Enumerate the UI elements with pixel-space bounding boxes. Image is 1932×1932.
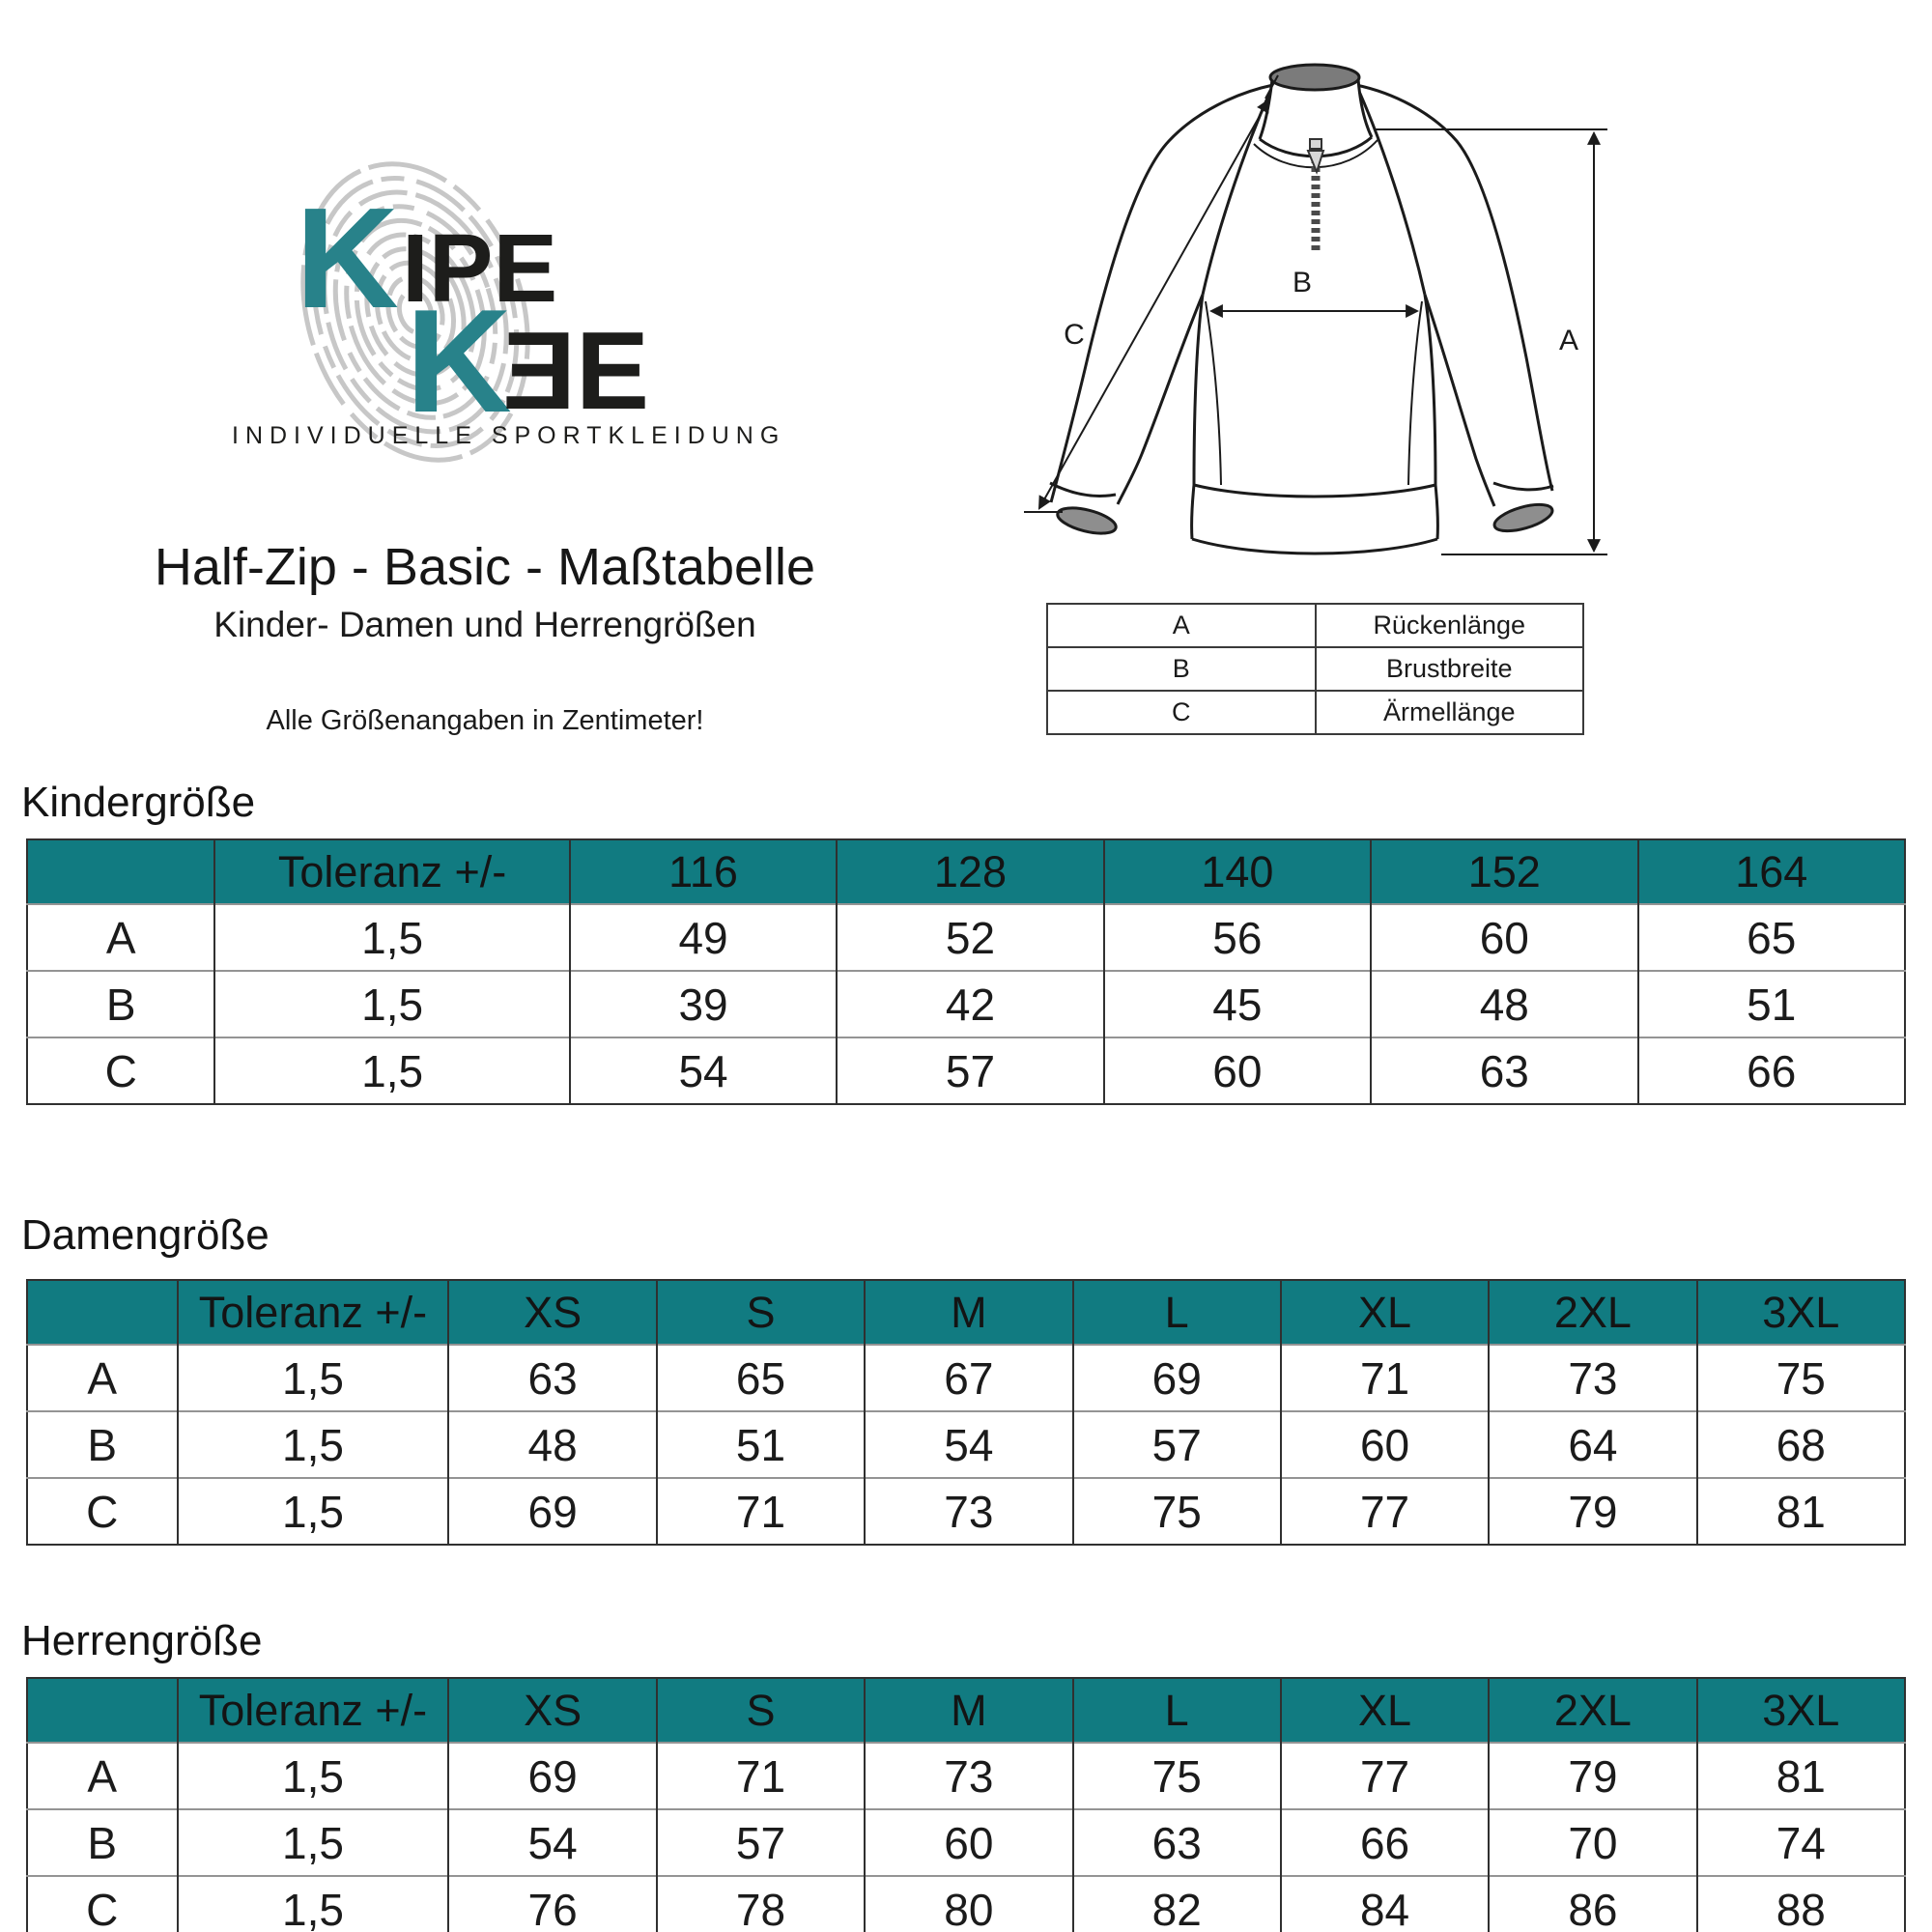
measure-arrow-c [1024, 75, 1278, 512]
column-header-cell: M [865, 1280, 1072, 1345]
value-cell: 60 [1371, 904, 1637, 971]
units-note: Alle Größenangaben in Zentimeter! [266, 705, 704, 736]
logo-letter-k1: K [296, 179, 399, 338]
value-cell: 60 [1104, 1037, 1371, 1104]
logo-letters-ipe: IPE [402, 214, 558, 323]
value-cell: 1,5 [178, 1876, 449, 1932]
collar-opening [1270, 65, 1359, 90]
logo-letter-e-reversed: E [506, 310, 577, 433]
table-row [27, 1743, 1905, 1809]
brand-logo [232, 106, 786, 473]
value-cell: 80 [865, 1876, 1072, 1932]
section-title-damen: Damengröße [21, 1211, 270, 1259]
column-header-cell: 164 [1638, 839, 1906, 904]
row-label-cell: C [27, 1037, 214, 1104]
row-label-cell: A [27, 1743, 178, 1809]
value-cell: 48 [1371, 971, 1637, 1037]
value-cell: 76 [448, 1876, 656, 1932]
value-cell: 1,5 [178, 1411, 449, 1478]
measure-arrow-b [1211, 267, 1417, 311]
measure-legend-table [1046, 603, 1584, 735]
right-cuff [1492, 499, 1555, 536]
half-zip-garment-diagram [995, 48, 1633, 589]
value-cell: 63 [448, 1345, 656, 1411]
value-cell: 1,5 [178, 1345, 449, 1411]
column-header-cell: XL [1281, 1678, 1489, 1743]
value-cell: 71 [657, 1743, 865, 1809]
value-cell: 60 [865, 1809, 1072, 1876]
value-cell: 45 [1104, 971, 1371, 1037]
legend-key-cell: C [1047, 691, 1316, 734]
legend-row [1047, 647, 1583, 691]
zipper [1308, 139, 1323, 253]
value-cell: 49 [570, 904, 837, 971]
zipper-pull [1308, 151, 1323, 172]
header-row [27, 1280, 1905, 1345]
column-header-cell: XL [1281, 1280, 1489, 1345]
value-cell: 54 [865, 1411, 1072, 1478]
column-header-cell: 2XL [1489, 1678, 1696, 1743]
legend-key-cell: B [1047, 647, 1316, 691]
column-header-cell: 3XL [1697, 1678, 1905, 1743]
section-title-herren: Herrengröße [21, 1617, 263, 1664]
value-cell: 77 [1281, 1743, 1489, 1809]
page-subtitle: Kinder- Damen und Herrengrößen [213, 605, 756, 644]
value-cell: 75 [1697, 1345, 1905, 1411]
table-row [27, 904, 1905, 971]
column-header-cell: L [1073, 1280, 1281, 1345]
header-row [27, 1678, 1905, 1743]
column-header-cell: M [865, 1678, 1072, 1743]
value-cell: 54 [570, 1037, 837, 1104]
value-cell: 1,5 [178, 1809, 449, 1876]
value-cell: 68 [1697, 1411, 1905, 1478]
value-cell: 69 [1073, 1345, 1281, 1411]
table-row [27, 1411, 1905, 1478]
column-header-cell: 140 [1104, 839, 1371, 904]
value-cell: 79 [1489, 1478, 1696, 1545]
measure-label-c: C [1064, 319, 1085, 351]
column-header-cell: 2XL [1489, 1280, 1696, 1345]
value-cell: 65 [1638, 904, 1906, 971]
legend-label-cell: Rückenlänge [1316, 604, 1584, 647]
value-cell: 71 [1281, 1345, 1489, 1411]
value-cell: 63 [1371, 1037, 1637, 1104]
column-header-cell: XS [448, 1678, 656, 1743]
legend-row [1047, 691, 1583, 734]
value-cell: 69 [448, 1743, 656, 1809]
column-header-cell: 3XL [1697, 1280, 1905, 1345]
value-cell: 74 [1697, 1809, 1905, 1876]
row-label-cell: B [27, 1411, 178, 1478]
section-title-kinder: Kindergröße [21, 779, 256, 826]
value-cell: 70 [1489, 1809, 1696, 1876]
column-header-cell: 128 [837, 839, 1103, 904]
value-cell: 1,5 [214, 971, 569, 1037]
value-cell: 60 [1281, 1411, 1489, 1478]
value-cell: 75 [1073, 1478, 1281, 1545]
value-cell: 56 [1104, 904, 1371, 971]
value-cell: 78 [657, 1876, 865, 1932]
value-cell: 65 [657, 1345, 865, 1411]
column-header-cell [27, 1678, 178, 1743]
value-cell: 69 [448, 1478, 656, 1545]
value-cell: 82 [1073, 1876, 1281, 1932]
header-row [27, 839, 1905, 904]
value-cell: 1,5 [214, 1037, 569, 1104]
left-cuff [1055, 503, 1118, 538]
value-cell: 54 [448, 1809, 656, 1876]
value-cell: 86 [1489, 1876, 1696, 1932]
column-header-cell: S [657, 1678, 865, 1743]
value-cell: 57 [657, 1809, 865, 1876]
value-cell: 52 [837, 904, 1103, 971]
value-cell: 64 [1489, 1411, 1696, 1478]
value-cell: 57 [837, 1037, 1103, 1104]
logo-letter-e: E [576, 310, 646, 433]
measure-label-b: B [1292, 267, 1313, 298]
column-header-cell: 116 [570, 839, 837, 904]
value-cell: 67 [865, 1345, 1072, 1411]
row-label-cell: C [27, 1478, 178, 1545]
value-cell: 66 [1638, 1037, 1906, 1104]
table-row [27, 1809, 1905, 1876]
row-label-cell: A [27, 1345, 178, 1411]
table-row [27, 1345, 1905, 1411]
legend-row [1047, 604, 1583, 647]
table-row [27, 1037, 1905, 1104]
value-cell: 63 [1073, 1809, 1281, 1876]
column-header-cell: Toleranz +/- [214, 839, 569, 904]
value-cell: 81 [1697, 1478, 1905, 1545]
column-header-cell: Toleranz +/- [178, 1678, 449, 1743]
value-cell: 79 [1489, 1743, 1696, 1809]
column-header-cell: L [1073, 1678, 1281, 1743]
table-row [27, 971, 1905, 1037]
logo-letter-k2: K [406, 279, 512, 443]
value-cell: 84 [1281, 1876, 1489, 1932]
value-cell: 75 [1073, 1743, 1281, 1809]
row-label-cell: B [27, 971, 214, 1037]
value-cell: 42 [837, 971, 1103, 1037]
value-cell: 77 [1281, 1478, 1489, 1545]
column-header-cell: XS [448, 1280, 656, 1345]
value-cell: 73 [865, 1743, 1072, 1809]
row-label-cell: C [27, 1876, 178, 1932]
logo-letters-ee [506, 310, 646, 433]
value-cell: 73 [865, 1478, 1072, 1545]
herren-size-table [26, 1677, 1906, 1932]
row-label-cell: B [27, 1809, 178, 1876]
legend-label-cell: Ärmellänge [1316, 691, 1584, 734]
value-cell: 71 [657, 1478, 865, 1545]
value-cell: 1,5 [214, 904, 569, 971]
value-cell: 57 [1073, 1411, 1281, 1478]
value-cell: 51 [657, 1411, 865, 1478]
value-cell: 81 [1697, 1743, 1905, 1809]
column-header-cell [27, 1280, 178, 1345]
measure-label-a: A [1558, 325, 1578, 356]
legend-label-cell: Brustbreite [1316, 647, 1584, 691]
damen-size-table [26, 1279, 1906, 1546]
kinder-size-table [26, 838, 1906, 1105]
value-cell: 1,5 [178, 1478, 449, 1545]
value-cell: 48 [448, 1411, 656, 1478]
brand-tagline: INDIVIDUELLE SPORTKLEIDUNG [232, 422, 786, 449]
value-cell: 51 [1638, 971, 1906, 1037]
value-cell: 39 [570, 971, 837, 1037]
table-row [27, 1876, 1905, 1932]
value-cell: 1,5 [178, 1743, 449, 1809]
column-header-cell: Toleranz +/- [178, 1280, 449, 1345]
column-header-cell: S [657, 1280, 865, 1345]
column-header-cell [27, 839, 214, 904]
row-label-cell: A [27, 904, 214, 971]
value-cell: 66 [1281, 1809, 1489, 1876]
page-title: Half-Zip - Basic - Maßtabelle [154, 538, 816, 596]
legend-key-cell: A [1047, 604, 1316, 647]
value-cell: 73 [1489, 1345, 1696, 1411]
table-row [27, 1478, 1905, 1545]
value-cell: 88 [1697, 1876, 1905, 1932]
column-header-cell: 152 [1371, 839, 1637, 904]
